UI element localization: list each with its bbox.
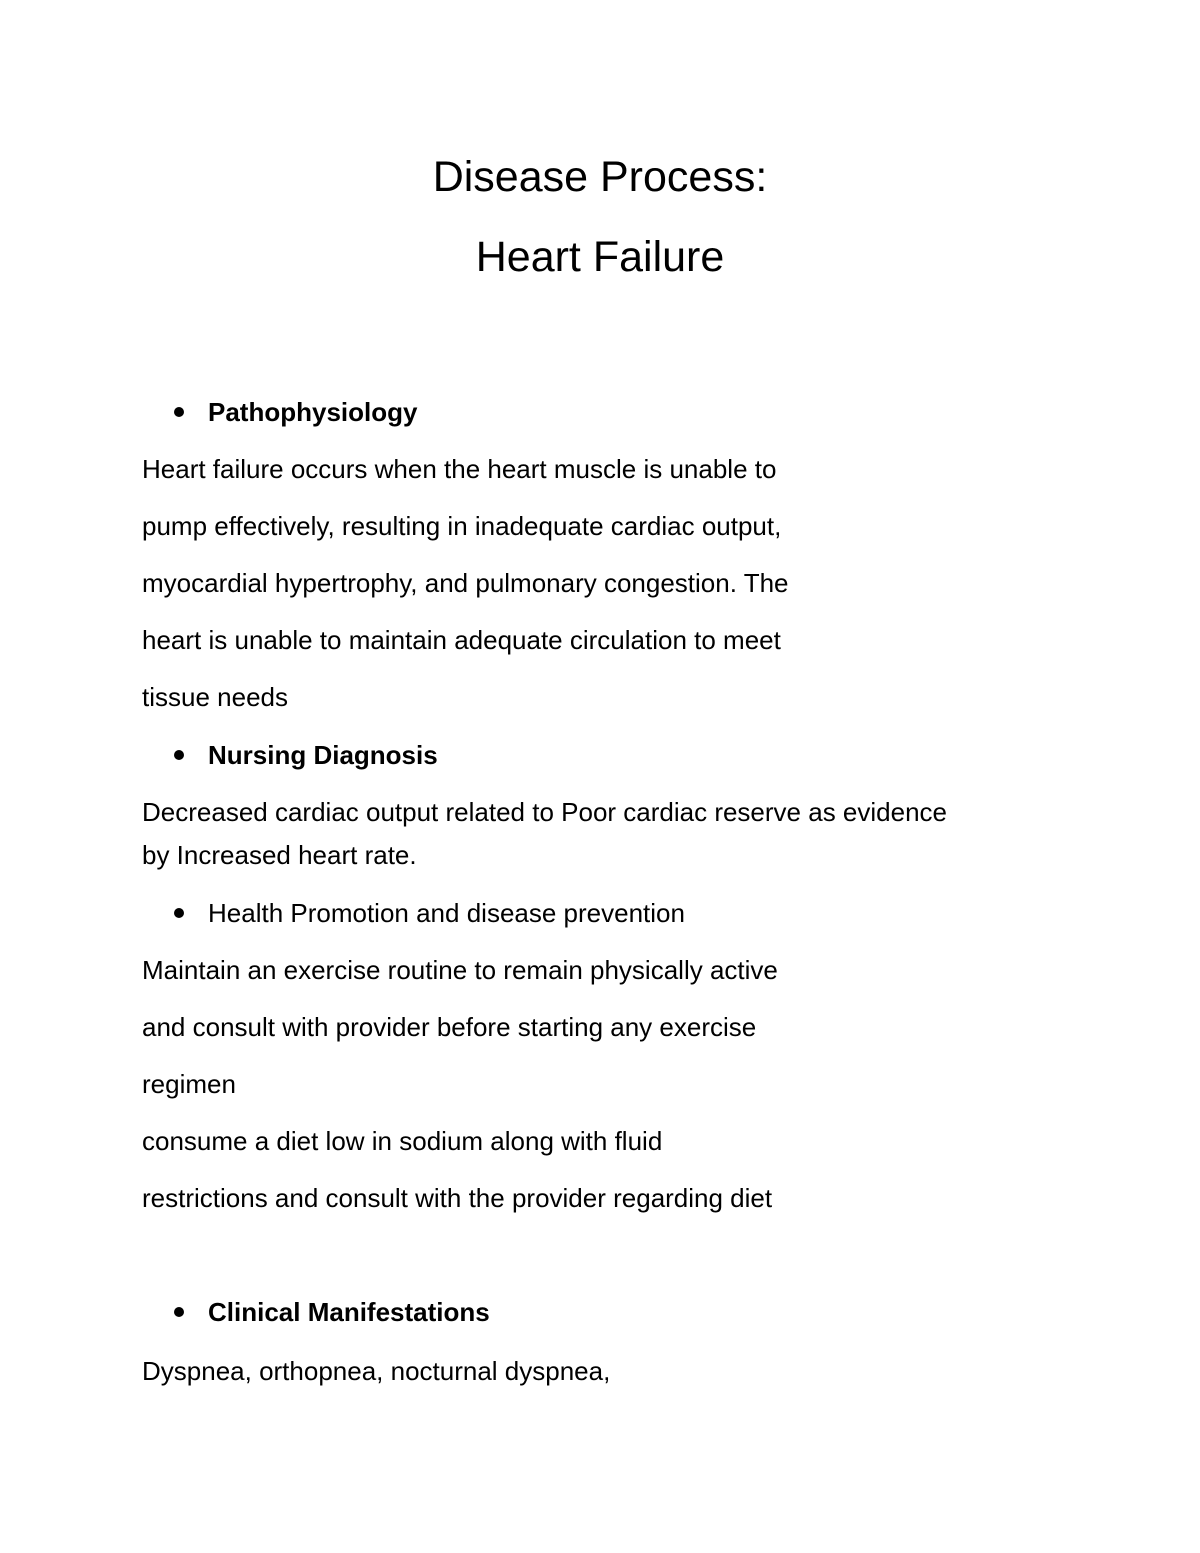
- heading-text: Pathophysiology: [208, 396, 418, 427]
- bullet-icon: [174, 908, 184, 918]
- paragraph-line: by Increased heart rate.: [142, 840, 417, 870]
- heading-text: Clinical Manifestations: [208, 1296, 490, 1327]
- document-title: Disease Process:: [432, 153, 768, 201]
- section-heading-nursing-diagnosis: [172, 740, 438, 770]
- bullet-icon: [174, 1307, 184, 1317]
- bullet-icon: [174, 750, 184, 760]
- paragraph-line: consume a diet low in sodium along with fluid: [142, 1126, 663, 1156]
- paragraph-line: Maintain an exercise routine to remain physically active: [142, 955, 778, 985]
- paragraph-line: Decreased cardiac output related to Poor cardiac reserve as evidence: [142, 797, 947, 827]
- paragraph-line: Heart failure occurs when the heart muscle is unable to: [142, 454, 777, 484]
- bullet-icon: [174, 407, 184, 417]
- document-subtitle: Heart Failure: [475, 233, 725, 281]
- paragraph-line: and consult with provider before starting any exercise: [142, 1012, 757, 1042]
- heading-text: Nursing Diagnosis: [208, 739, 438, 770]
- heading-text: Health Promotion and disease prevention: [208, 897, 685, 928]
- paragraph-line: heart is unable to maintain adequate circulation to meet: [142, 625, 781, 655]
- section-heading-health-promotion: [172, 898, 685, 928]
- paragraph-line: myocardial hypertrophy, and pulmonary congestion. The: [142, 568, 789, 598]
- paragraph-line: regimen: [142, 1069, 236, 1099]
- section-heading-pathophysiology: [172, 397, 417, 427]
- paragraph-line: tissue needs: [142, 682, 288, 712]
- paragraph-line: pump effectively, resulting in inadequate cardiac output,: [142, 511, 782, 541]
- paragraph-line: restrictions and consult with the provider regarding diet: [142, 1183, 773, 1213]
- paragraph-line: Dyspnea, orthopnea, nocturnal dyspnea,: [142, 1356, 611, 1386]
- section-heading-clinical-manifestations: [172, 1297, 490, 1327]
